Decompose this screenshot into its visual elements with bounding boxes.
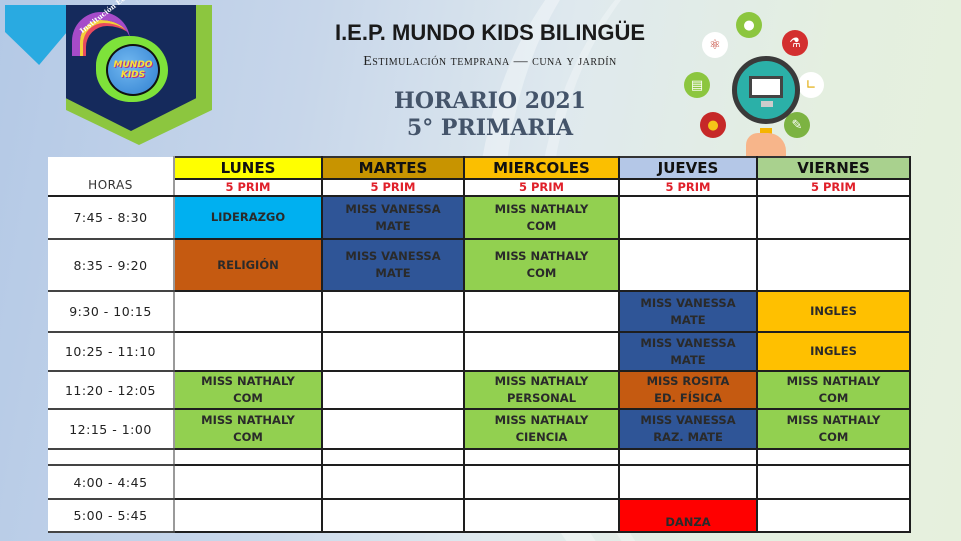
grade-label: 5 PRIM xyxy=(619,179,757,196)
time-slot: 7:45 - 8:30 xyxy=(48,196,174,239)
cell-line-1: MISS NATHALY xyxy=(494,374,589,388)
time-slot: 5:00 - 5:45 xyxy=(48,499,174,532)
time-slot: 10:25 - 11:10 xyxy=(48,332,174,371)
schedule-cell-martes xyxy=(322,409,464,449)
schedule-cell-lunes xyxy=(174,371,322,409)
cell-line-2: MATE xyxy=(375,218,411,233)
table-row xyxy=(48,371,910,409)
schedule-cell-viernes xyxy=(757,409,910,449)
table-row xyxy=(48,409,910,449)
schedule-cell-lunes xyxy=(174,449,322,465)
time-slot: 11:20 - 12:05 xyxy=(48,371,174,409)
cell-line-1: MISS VANESSA xyxy=(640,413,736,427)
school-subtitle: Estimulación temprana — cuna y jardín xyxy=(363,54,617,69)
schedule-cell-miercoles xyxy=(464,499,619,532)
time-slot: 4:00 - 4:45 xyxy=(48,465,174,499)
schedule-cell-miercoles xyxy=(464,371,619,409)
book-icon: ▤ xyxy=(684,72,710,98)
schedule-cell-viernes xyxy=(757,196,910,239)
cell-line-1: MISS NATHALY xyxy=(494,249,589,263)
schedule-cell-viernes xyxy=(757,449,910,465)
cell-line-2: COM xyxy=(233,391,263,405)
time-slot: 9:30 - 10:15 xyxy=(48,291,174,332)
cell-line-2: CIENCIA xyxy=(515,430,568,444)
cell-line-1: MISS ROSITA xyxy=(646,374,730,388)
apple-icon: ● xyxy=(700,112,726,138)
schedule-cell-miercoles xyxy=(464,332,619,371)
grade-label: 5 PRIM xyxy=(464,179,619,196)
education-icons-cluster xyxy=(680,8,840,178)
cell-line-2: PERSONAL xyxy=(506,391,577,405)
magnifier-computer-icon xyxy=(732,56,800,124)
schedule-cell-jueves xyxy=(619,291,757,332)
schedule-cell-viernes xyxy=(757,499,910,532)
day-header-miercoles: MIERCOLES xyxy=(464,157,619,179)
cell-line-1: MISS VANESSA xyxy=(640,335,736,350)
schedule-grade: 5° PRIMARIA xyxy=(406,115,574,141)
table-row xyxy=(48,239,910,291)
schedule-cell-jueves xyxy=(619,499,757,532)
schedule-cell-martes xyxy=(322,371,464,409)
schedule-cell-jueves xyxy=(619,371,757,409)
schedule-cell-martes xyxy=(322,499,464,532)
schedule-cell-viernes xyxy=(757,291,910,332)
grade-label: 5 PRIM xyxy=(322,179,464,196)
schedule-cell-miercoles xyxy=(464,409,619,449)
globe-logo-icon xyxy=(106,44,160,96)
schedule-cell-miercoles xyxy=(464,196,619,239)
cell-line-2: COM xyxy=(233,430,263,444)
school-title: I.E.P. MUNDO KIDS BILINGÜE xyxy=(334,20,646,45)
day-header-martes: MARTES xyxy=(322,157,464,179)
cell-line-2: COM xyxy=(526,266,557,280)
blue-corner-tab xyxy=(5,5,67,65)
schedule-cell-viernes xyxy=(757,239,910,291)
grade-row xyxy=(48,179,910,196)
schedule-cell-jueves xyxy=(619,239,757,291)
cell-line-1: DANZA xyxy=(665,515,711,529)
schedule-cell-martes xyxy=(322,196,464,239)
schedule-cell-lunes xyxy=(174,465,322,499)
cell-line-2: COM xyxy=(818,430,849,444)
table-row xyxy=(48,196,910,239)
cell-line-1: MISS NATHALY xyxy=(494,201,589,216)
schedule-cell-martes xyxy=(322,239,464,291)
paint-icon: ✎ xyxy=(784,112,810,138)
schedule-year: HORARIO 2021 xyxy=(394,88,586,114)
logo-name-line1: MUNDO xyxy=(113,60,153,70)
schedule-cell-jueves xyxy=(619,465,757,499)
cell-line-2: MATE xyxy=(375,266,411,280)
table-row xyxy=(48,449,910,465)
day-header-viernes: VIERNES xyxy=(757,157,910,179)
schedule-cell-lunes xyxy=(174,291,322,332)
cell-line-1: MISS NATHALY xyxy=(201,374,295,388)
time-slot: 12:15 - 1:00 xyxy=(48,409,174,449)
cell-line-2: COM xyxy=(818,391,849,405)
day-header-lunes: LUNES xyxy=(174,157,322,179)
cell-line-1: MISS VANESSA xyxy=(345,249,441,263)
cell-line-1: INGLES xyxy=(810,304,857,318)
schedule-cell-martes xyxy=(322,291,464,332)
grade-label: 5 PRIM xyxy=(174,179,322,196)
schedule-cell-lunes xyxy=(174,196,322,239)
schedule-cell-martes xyxy=(322,449,464,465)
ruler-icon: ∟ xyxy=(798,72,824,98)
schedule-heading xyxy=(300,88,680,142)
schedule-table xyxy=(48,156,911,533)
hours-header: HORAS xyxy=(48,157,174,196)
schedule-cell-miercoles xyxy=(464,291,619,332)
schedule-cell-jueves xyxy=(619,332,757,371)
cell-line-1: MISS VANESSA xyxy=(640,295,736,310)
table-row xyxy=(48,332,910,371)
grade-label: 5 PRIM xyxy=(757,179,910,196)
schedule-cell-jueves xyxy=(619,449,757,465)
table-row xyxy=(48,499,910,532)
flask-icon: ⚗ xyxy=(782,30,808,56)
cell-line-2: MATE xyxy=(670,312,706,327)
cell-line-1: LIDERAZGO xyxy=(210,210,286,224)
atom-icon: ⚛ xyxy=(702,32,728,58)
time-slot: 8:35 - 9:20 xyxy=(48,239,174,291)
table-row xyxy=(48,291,910,332)
day-header-jueves: JUEVES xyxy=(619,157,757,179)
cell-line-1: MISS VANESSA xyxy=(345,201,441,216)
schedule-cell-lunes xyxy=(174,499,322,532)
schedule-cell-lunes xyxy=(174,409,322,449)
schedule-cell-lunes xyxy=(174,332,322,371)
cell-line-1: RELIGIÓN xyxy=(217,257,279,272)
schedule-cell-martes xyxy=(322,465,464,499)
table-row xyxy=(48,465,910,499)
teacher-icon: ● xyxy=(736,12,762,38)
schedule-cell-lunes xyxy=(174,239,322,291)
schedule-cell-miercoles xyxy=(464,465,619,499)
day-header-row xyxy=(48,157,910,179)
schedule-cell-martes xyxy=(322,332,464,371)
schedule-cell-miercoles xyxy=(464,449,619,465)
cell-line-1: MISS NATHALY xyxy=(786,374,881,388)
cell-line-1: MISS NATHALY xyxy=(201,413,295,427)
schedule-cell-viernes xyxy=(757,465,910,499)
cell-line-2: MATE xyxy=(670,352,706,367)
schedule-cell-jueves xyxy=(619,409,757,449)
logo-name-line2: KIDS xyxy=(120,70,146,80)
schedule-cell-miercoles xyxy=(464,239,619,291)
cell-line-2: ED. FÍSICA xyxy=(654,391,722,405)
schedule-cell-viernes xyxy=(757,371,910,409)
schedule-cell-viernes xyxy=(757,332,910,371)
cell-line-2: RAZ. MATE xyxy=(653,430,723,444)
cell-line-1: MISS NATHALY xyxy=(494,413,589,427)
cell-line-1: INGLES xyxy=(810,344,857,358)
cell-line-2: COM xyxy=(526,218,557,233)
time-slot xyxy=(48,449,174,465)
schedule-cell-jueves xyxy=(619,196,757,239)
cell-line-1: MISS NATHALY xyxy=(786,413,881,427)
